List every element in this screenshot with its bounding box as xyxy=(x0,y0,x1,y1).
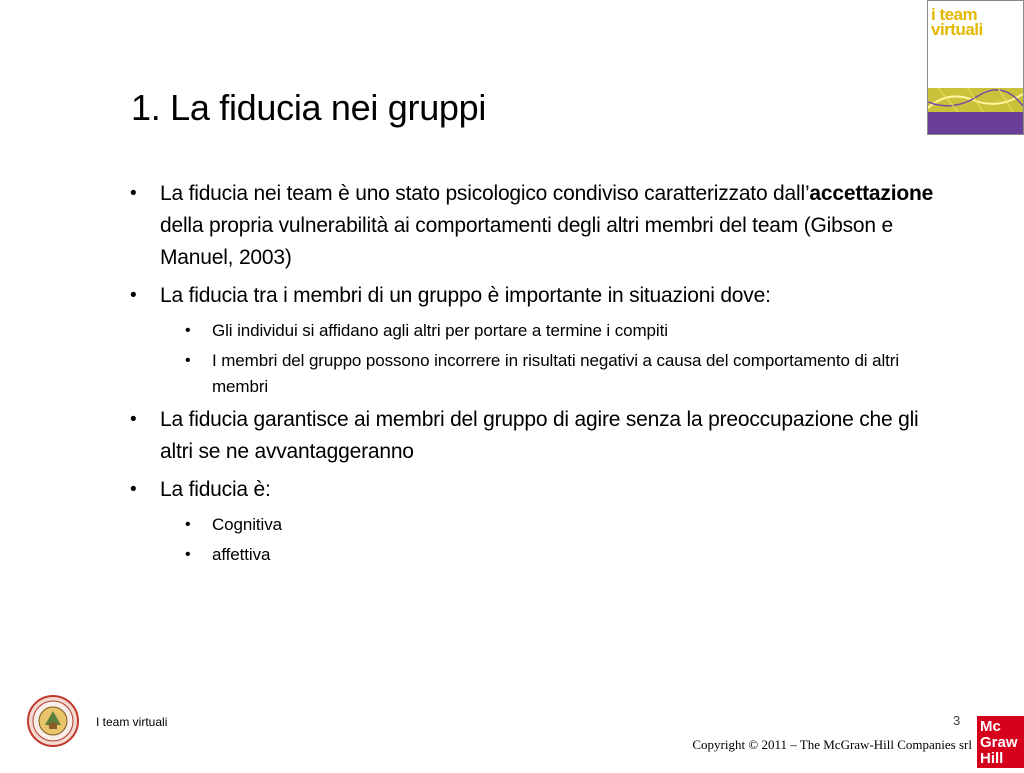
slide-content xyxy=(130,178,950,572)
bullet-2-text: La fiducia tra i membri di un gruppo è importante in situazioni dove: xyxy=(160,284,771,307)
sub-bullet-2-2-text: I membri del gruppo possono incorrere in risultati negativi a causa del comportamento di altri membri xyxy=(212,351,900,396)
mcgraw-hill-logo xyxy=(977,716,1024,768)
cover-stripe xyxy=(928,88,1023,112)
page-number: 3 xyxy=(953,713,961,728)
bullet-1-text-pre: La fiducia nei team è uno stato psicologico condiviso caratterizzato dall’ xyxy=(160,182,810,205)
cover-top xyxy=(928,1,1023,88)
bullet-1-text-post: della propria vulnerabilità ai comportamenti degli altri membri del team (Gibson e Manuel, 2003) xyxy=(160,214,893,269)
bullet-list xyxy=(130,178,950,568)
logo-line-2: Graw xyxy=(980,734,1018,751)
footer-title: I team virtuali xyxy=(96,715,168,729)
logo-line-1: Mc xyxy=(980,718,1001,735)
bullet-glyph: • xyxy=(185,352,191,369)
bullet-item-2 xyxy=(130,280,950,312)
sub-bullet-4-2-text: affettiva xyxy=(212,545,271,564)
bullet-item-4 xyxy=(130,474,950,506)
cover-bottom xyxy=(928,112,1023,135)
bullet-item-3 xyxy=(130,404,950,468)
bullet-glyph: • xyxy=(185,322,191,339)
bullet-glyph: • xyxy=(130,479,137,500)
bullet-glyph: • xyxy=(185,516,191,533)
cover-pattern-icon xyxy=(928,88,1023,112)
bullet-glyph: • xyxy=(130,409,137,430)
logo-line-3: Hill xyxy=(980,750,1004,767)
sub-bullet-2-1-text: Gli individui si affidano agli altri per portare a termine i compiti xyxy=(212,321,668,340)
bullet-3-text: La fiducia garantisce ai membri del gruppo di agire senza la preoccupazione che gli altri se ne avvantaggeranno xyxy=(160,408,919,463)
cover-title-line2: virtuali xyxy=(931,20,983,39)
book-cover-image xyxy=(927,0,1024,135)
sub-bullet-item xyxy=(130,542,950,568)
sub-bullet-item xyxy=(130,318,950,344)
sub-bullet-item xyxy=(130,348,950,400)
cover-title-line1: i team xyxy=(931,5,978,24)
university-seal-icon xyxy=(27,695,79,747)
bullet-glyph: • xyxy=(130,285,137,306)
sub-bullet-item xyxy=(130,512,950,538)
sub-bullet-4-1-text: Cognitiva xyxy=(212,515,282,534)
bullet-glyph: • xyxy=(185,546,191,563)
copyright-text: Copyright © 2011 – The McGraw-Hill Companies srl xyxy=(692,737,972,752)
bullet-4-text: La fiducia è: xyxy=(160,478,271,501)
slide-title: 1. La fiducia nei gruppi xyxy=(131,87,487,128)
bullet-1-text-bold: accettazione xyxy=(809,182,934,205)
bullet-item-1 xyxy=(130,178,950,274)
bullet-glyph: • xyxy=(130,183,137,204)
